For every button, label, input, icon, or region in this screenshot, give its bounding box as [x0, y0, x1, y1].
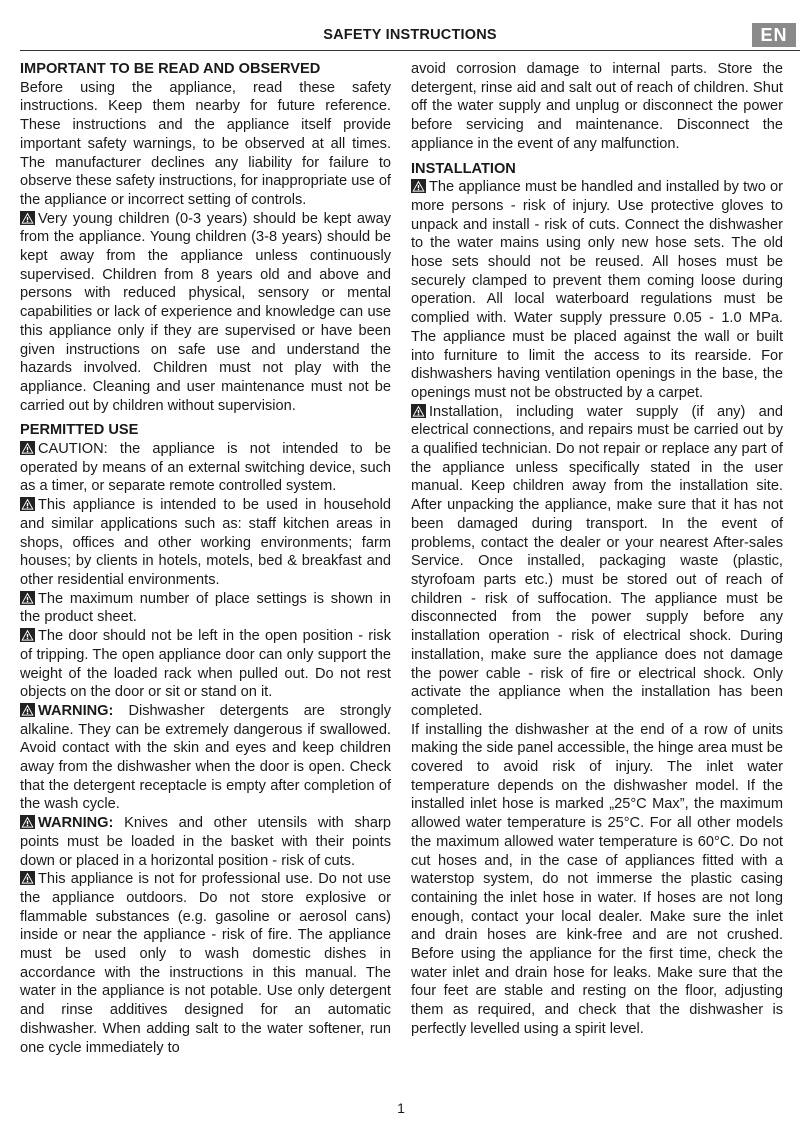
technician-paragraph — [411, 403, 783, 721]
warning-label: WARNING: — [38, 815, 114, 832]
row-units-paragraph: If installing the dishwasher at the end of a row of units making the side panel accessible, the hinge area must be covered to avoid risk of injury. The inlet water temperature depends on the dishwasher model. If the installed inlet hose is marked „25°C Max”, the maximum allowed water temperature is 25°C. For all other models the maximum allowed water temperature is 60°C. Do not cut hoses and, in the case of appliances fitted with a waterstop system, do not immerse the plastic casing containing the inlet hose in water. If hoses are not long enough, contact your local dealer. Make sure the inlet and drain hoses are kink-free and are not crushed. Before using the appliance for the first time, check the water inlet and drain hose for leaks. Make sure that the four feet are stable and resting on the floor, adjusting them as required, and check that the dishwasher is perfectly levelled using a spirit level. — [411, 721, 783, 1037]
continuation-paragraph: avoid corrosion damage to internal parts. Store the detergent, rinse aid and salt out of reach of children. Shut off the water supply and unplug or disconnect the power before servicing and maintenance. Disconnect the appliance in the event of any malfunction. — [411, 61, 783, 152]
place-settings-paragraph — [20, 590, 391, 627]
place-settings-text: The maximum number of place settings is shown in the product sheet. — [20, 590, 391, 626]
installation-heading: INSTALLATION — [411, 160, 516, 177]
handling-paragraph — [411, 178, 783, 402]
warning-triangle-icon — [20, 441, 35, 455]
knives-text: Knives and other utensils with sharp points must be loaded in the basket with their points down or placed in a horizontal position - risk of cuts. — [20, 815, 391, 869]
household-paragraph — [20, 496, 391, 590]
children-text: Very young children (0-3 years) should be kept away from the appliance. Young children (3-8 years) should be kept away from the appliance unless continuously supervised. Children from 8 years old and above and persons with reduced physical, sensory or mental capabilities or lack of experience and knowledge can use this appliance only if they are supervised or have been given instructions on safe use and understand the hazards involved. Children must not play with the appliance. Cleaning and user maintenance must not be carried out by children without supervision. — [20, 210, 391, 414]
language-badge: EN — [752, 23, 796, 47]
left-column — [20, 60, 391, 1057]
caution-paragraph — [20, 440, 391, 496]
children-paragraph — [20, 210, 391, 416]
handling-text: The appliance must be handled and installed by two or more persons - risk of injury. Use protective gloves to unpack and install - risk of cuts. Connect the dishwasher to the water mains using only new hose sets. The old hose sets should not be reused. All hoses must be securely clamped to prevent them coming loose during operation. All local waterboard regulations must be complied with. Water supply pressure 0.05 - 1.0 MPa. The appliance must be placed against the wall or built into furniture to limit the access to its rearside. For dishwashers having ventilation openings in the base, the openings must not be obstructed by a carpet. — [411, 179, 783, 401]
warning-triangle-icon — [20, 591, 35, 605]
right-column — [411, 60, 783, 1039]
important-heading: IMPORTANT TO BE READ AND OBSERVED — [20, 61, 321, 77]
professional-use-paragraph — [20, 870, 391, 1057]
household-text: This appliance is intended to be used in household and similar applications such as: staff kitchen areas in shops, offices and other working environments; farm houses; by clients in hotels, motels, bed & breakfast and other residential environments. — [20, 497, 391, 588]
door-text: The door should not be left in the open position - risk of tripping. The open appliance door can only support the weight of the loaded rack when pulled out. Do not rest objects on the door or sit or stand on it. — [20, 628, 391, 701]
warning-triangle-icon — [20, 628, 35, 642]
professional-use-text: This appliance is not for professional use. Do not use the appliance outdoors. Do not store explosive or flammable substances (e.g. gasoline or aerosol cans) inside or near the appliance - risk of fire. The appliance must be used only to wash domestic dishes in accordance with the instructions in this manual. The water in the appliance is not potable. Use only detergent and rinse additives designed for an automatic dishwasher. When adding salt to the water softener, run one cycle immediately to — [20, 871, 391, 1056]
door-paragraph — [20, 627, 391, 702]
important-paragraph: Before using the appliance, read these safety instructions. Keep them nearby for future reference. These instructions and the appliance itself provide important safety warnings, to be observed at all times. The manufacturer declines any liability for failure to observe these safety instructions, for inappropriate use of the appliance or incorrect setting of controls. — [20, 79, 391, 208]
page-number: 1 — [397, 1100, 405, 1116]
knives-paragraph — [20, 814, 391, 870]
permitted-use-heading: PERMITTED USE — [20, 422, 139, 439]
page-header — [20, 22, 800, 51]
warning-triangle-icon — [20, 703, 35, 717]
caution-text: CAUTION: the appliance is not intended to be operated by means of an external switching device, such as a timer, or separate remote controlled system. — [20, 441, 391, 495]
warning-triangle-icon — [411, 404, 426, 418]
warning-triangle-icon — [20, 871, 35, 885]
detergent-paragraph — [20, 702, 391, 814]
warning-triangle-icon — [20, 815, 35, 829]
warning-triangle-icon — [411, 179, 426, 193]
page-title: SAFETY INSTRUCTIONS — [323, 27, 497, 43]
detergent-text: Dishwasher detergents are strongly alkaline. They can be extremely dangerous if swallowed. Avoid contact with the skin and eyes and keep children away from the dishwasher when the door is open. Check that the detergent receptacle is empty after completion of the wash cycle. — [20, 702, 391, 813]
warning-triangle-icon — [20, 497, 35, 511]
warning-triangle-icon — [20, 211, 35, 225]
technician-text: Installation, including water supply (if any) and electrical connections, and repairs must be carried out by a qualified technician. Do not repair or replace any part of the appliance unless specifically stated in the user manual. Keep children away from the installation site. After unpacking the appliance, make sure that it has not been damaged during transport. In the event of problems, contact the dealer or your nearest After-sales Service. Once installed, packaging waste (plastic, styrofoam parts etc.) must be stored out of reach of children - risk of suffocation. The appliance must be disconnected from the power supply before any installation operation - risk of electrical shock. During installation, make sure the appliance does not damage the power cable - risk of fire or electrical shock. Only activate the appliance when the installation has been completed. — [411, 403, 783, 719]
warning-label: WARNING: — [38, 702, 114, 719]
